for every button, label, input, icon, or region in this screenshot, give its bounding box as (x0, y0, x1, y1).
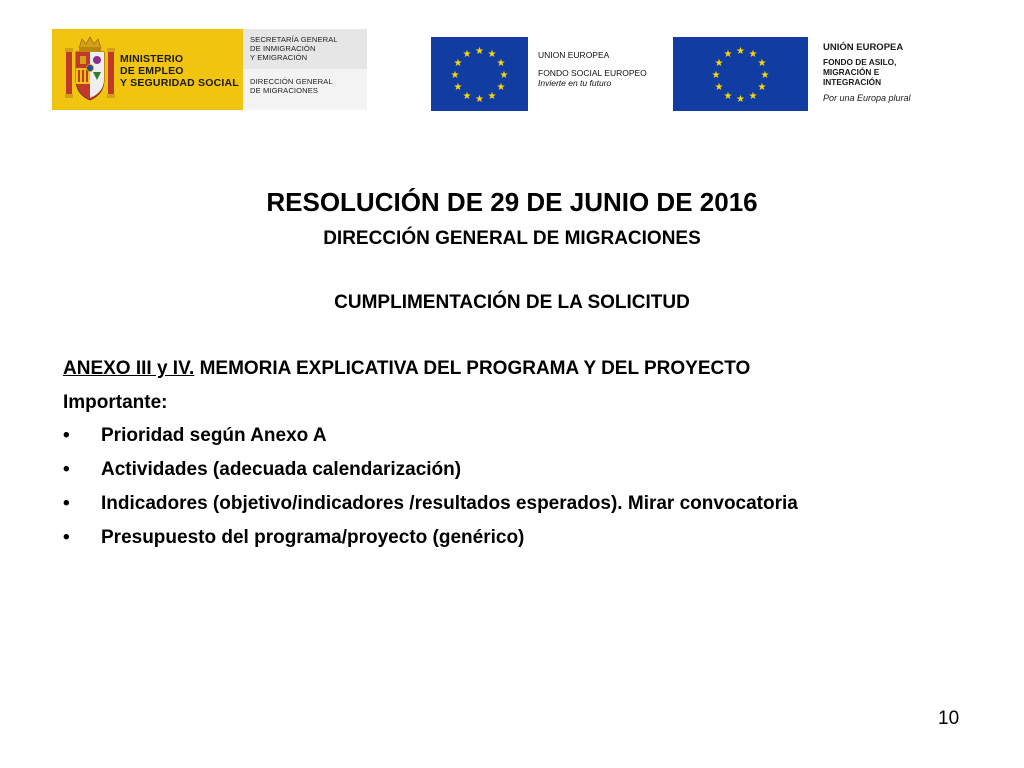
ministry-logo-yellow-block (52, 29, 243, 110)
fse-line-fund: FONDO SOCIAL EUROPEO (538, 67, 647, 78)
fse-line-eu: UNION EUROPEA (538, 50, 610, 60)
svg-text:★: ★ (757, 58, 767, 69)
ministry-name (120, 53, 239, 89)
svg-text:★: ★ (760, 70, 770, 81)
fami-line: FONDO DE ASILO, (823, 57, 897, 67)
section-title: CUMPLIMENTACIÓN DE LA SOLICITUD (334, 292, 690, 313)
direccion-line: DIRECCIÓN GENERAL (250, 77, 333, 86)
bullet-text: Prioridad según Anexo A (101, 425, 327, 446)
important-label: Importante: (63, 392, 168, 413)
bullet-marker: • (63, 459, 70, 480)
svg-text:★: ★ (714, 58, 724, 69)
page-subtitle: DIRECCIÓN GENERAL DE MIGRACIONES (323, 228, 701, 249)
svg-text:★: ★ (462, 49, 472, 60)
svg-text:★: ★ (748, 91, 758, 102)
secretaria-line: SECRETARÍA GENERAL (250, 35, 338, 44)
secretaria-block (243, 29, 367, 69)
eu-stars (431, 37, 528, 111)
svg-text:★: ★ (757, 82, 767, 93)
svg-text:★: ★ (496, 82, 506, 93)
secretaria-name (250, 36, 338, 62)
svg-text:★: ★ (736, 46, 745, 57)
secretaria-line: Y EMIGRACIÓN (250, 52, 308, 62)
svg-text:★: ★ (450, 70, 460, 81)
svg-text:★: ★ (475, 94, 484, 105)
svg-text:★: ★ (453, 58, 463, 69)
annex-description: MEMORIA EXPLICATIVA DEL PROGRAMA Y DEL PROYECTO (194, 358, 751, 379)
bullet-text: Indicadores (objetivo/indicadores /resultados esperados). Mirar convocatoria (101, 493, 798, 514)
svg-text:★: ★ (487, 49, 497, 60)
ministry-line: MINISTERIO (120, 53, 184, 65)
secretaria-line: DE INMIGRACIÓN (250, 43, 316, 53)
fse-motto: Invierte en tu futuro (538, 78, 612, 88)
direccion-block (243, 69, 367, 110)
bullet-marker: • (63, 493, 70, 514)
svg-text:★: ★ (499, 70, 509, 81)
ministry-logo (52, 29, 367, 110)
direccion-name (250, 78, 333, 96)
svg-text:★: ★ (748, 49, 758, 60)
ministry-line: Y SEGURIDAD SOCIAL (120, 77, 239, 89)
fami-logo-text (823, 43, 911, 103)
svg-text:★: ★ (496, 58, 506, 69)
fami-line-eu: UNIÓN EUROPEA (823, 42, 904, 53)
svg-text:★: ★ (723, 91, 733, 102)
bullet-marker: • (63, 425, 70, 446)
eu-stars (673, 37, 808, 111)
eu-flag-icon (673, 37, 808, 111)
annex-heading (63, 357, 750, 381)
page-number: 10 (938, 708, 960, 729)
bullet-marker: • (63, 527, 70, 548)
bullet-text: Actividades (adecuada calendarización) (101, 459, 462, 480)
annex-reference: ANEXO III y IV. (63, 358, 195, 379)
svg-text:★: ★ (487, 91, 497, 102)
ministry-line: DE EMPLEO (120, 65, 184, 77)
svg-text:★: ★ (714, 82, 724, 93)
svg-text:★: ★ (711, 70, 721, 81)
direccion-line: DE MIGRACIONES (250, 85, 319, 95)
bullet-text: Presupuesto del programa/proyecto (genérico) (101, 527, 525, 548)
page-title: RESOLUCIÓN DE 29 DE JUNIO DE 2016 (266, 187, 758, 217)
svg-text:★: ★ (453, 82, 463, 93)
eu-flag-icon (431, 37, 528, 111)
fami-line: MIGRACIÓN E (823, 67, 880, 77)
fami-line: INTEGRACIÓN (823, 77, 882, 87)
spanish-coat-of-arms-icon (64, 36, 116, 104)
fami-motto: Por una Europa plural (823, 93, 911, 103)
svg-text:★: ★ (723, 49, 733, 60)
svg-text:★: ★ (475, 46, 484, 57)
svg-text:★: ★ (462, 91, 472, 102)
fse-logo-text (538, 50, 647, 89)
svg-text:★: ★ (736, 94, 745, 105)
